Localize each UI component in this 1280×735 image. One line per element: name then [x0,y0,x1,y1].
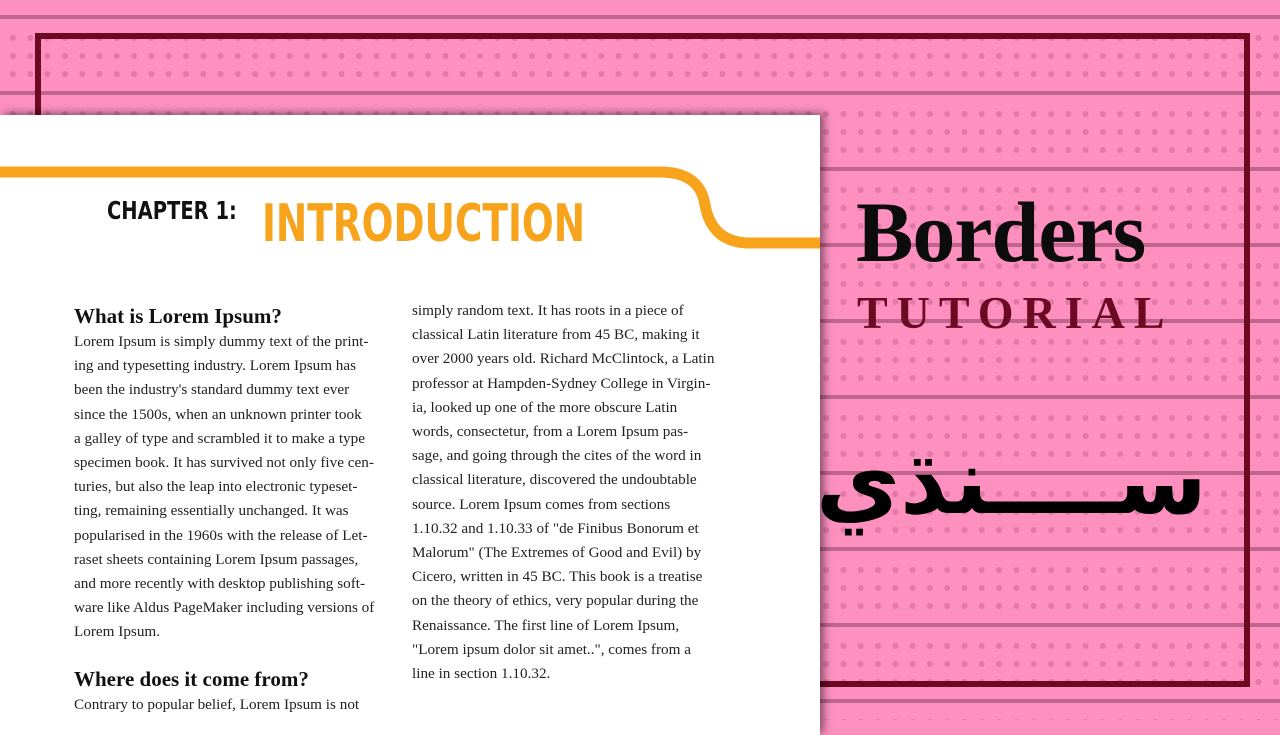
text-line: Cicero, written in 45 BC. This book is a treatise [412,568,703,586]
text-line: simply random text. It has roots in a piece of [412,302,684,319]
text-line: ting, remaining essentially unchanged. It was [74,502,349,520]
text-line: 1.10.32 and 1.10.33 of "de Finibus Bonorum et [412,519,699,537]
text-line: Renaissance. The first line of Lorem Ipsum, [412,616,680,634]
text-line: words, consectetur, from a Lorem Ipsum pas- [412,423,689,441]
text-line: Lorem Ipsum. [74,623,161,641]
title-sindhi: ســــنڌي [815,428,1207,535]
title-borders: Borders [856,184,1146,280]
text-line: and more recently with desktop publishing soft- [74,575,366,593]
text-line: ia, looked up one of the more obscure Latin [412,398,678,416]
text-line: over 2000 years old. Richard McClintock, a Latin [412,350,715,368]
title-tutorial: TUTORIAL [857,287,1174,338]
text-line: source. Lorem Ipsum comes from sections [412,495,671,513]
text-line: line in section 1.10.32. [412,665,551,683]
chapter-title: INTRODUCTION [262,194,586,254]
text-line: raset sheets containing Lorem Ipsum passages, [74,550,359,568]
text-line: Contrary to popular belief, Lorem Ipsum is not [74,695,360,713]
text-line: sage, and going through the cites of the word in [412,447,702,465]
text-line: professor at Hampden-Sydney College in Virgin- [412,374,711,392]
text-line: Malorum" (The Extremes of Good and Evil) by [412,544,702,562]
section-heading: Where does it come from? [74,666,309,691]
text-line: Lorem Ipsum is simply dummy text of the print- [74,333,369,350]
text-line: classical Latin literature from 45 BC, making it [412,326,700,344]
chapter-label: CHAPTER 1: [107,196,237,225]
text-line: specimen book. It has survived not only five cen- [74,454,374,472]
section-heading: What is Lorem Ipsum? [74,304,282,328]
text-line: been the industry's standard dummy text ever [74,381,350,399]
text-column-1 [74,302,374,717]
text-line: on the theory of ethics, very popular during the [412,592,699,610]
text-line: ing and typesetting industry. Lorem Ipsum has [74,357,357,375]
text-line: turies, but also the leap into electronic typeset- [74,478,358,496]
text-line: classical literature, discovered the undoubtable [412,471,697,489]
text-line: popularised in the 1960s with the release of Let- [74,526,368,544]
text-line: ware like Aldus PageMaker including versions of [74,599,375,617]
stripe [0,15,1280,19]
text-line: a galley of type and scrambled it to make a type [74,429,365,447]
text-line: since the 1500s, when an unknown printer took [74,405,362,423]
text-line: "Lorem ipsum dolor sit amet..", comes from a [412,640,691,658]
text-column-2 [412,299,714,686]
